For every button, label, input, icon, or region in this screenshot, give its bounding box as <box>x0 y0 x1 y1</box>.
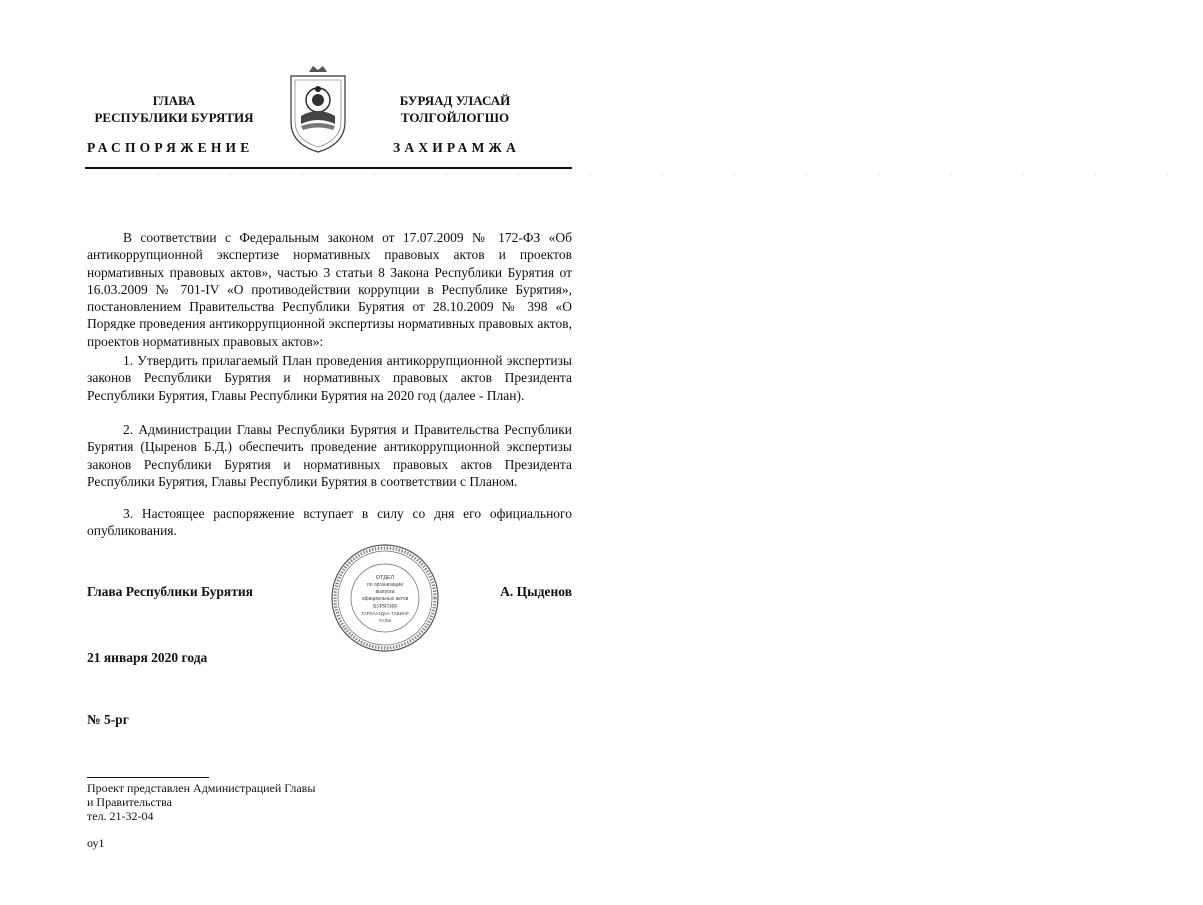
stamp-line-5: БУРЯТИЯ <box>373 604 397 610</box>
document-type-right: ЗАХИРАМЖА <box>393 140 521 155</box>
footnote-divider <box>87 777 209 778</box>
item-2-paragraph: 2. Администрации Главы Республики Бурятия и Правительства Республики Бурятия (Цыренов Б.Д.) обеспечить проведение антикоррупционной экспертизы законов Республики Бурятия и нормативных правовых актов Президента Республики Бурятия, Главы Республики Бурятия в соответствии с Планом. <box>87 422 572 489</box>
signing-date: 21 января 2020 года <box>87 650 208 665</box>
stamp-line-4: официальных актов <box>361 596 409 602</box>
footer-line-3: тел. 21-32-04 <box>87 809 154 823</box>
stamp-line-1: ОТДЕЛ <box>375 575 395 581</box>
header-left <box>82 92 266 126</box>
signatory-position: Глава Республики Бурятия <box>87 584 253 599</box>
stamp-line-3: выпуска <box>375 589 395 595</box>
footer-line-2: и Правительства <box>87 795 172 809</box>
document-type-left: РАСПОРЯЖЕНИЕ <box>87 140 254 155</box>
header-divider <box>85 167 572 169</box>
footer-code: оу1 <box>87 836 105 850</box>
header-right <box>375 92 535 126</box>
item-1-paragraph: 1. Утвердить прилагаемый План проведения антикоррупционной экспертизы законов Республики Бурятия и нормативных правовых актов Президента Республики Бурятия, Главы Республики Бурятия на 2020 год (далее - План). <box>87 353 572 403</box>
header-left-line1: ГЛАВА <box>152 93 196 108</box>
header-right-line1: БУРЯАД УЛАСАЙ <box>399 93 511 108</box>
header-left-line2: РЕСПУБЛИКИ БУРЯТИЯ <box>94 110 254 125</box>
header-dotted-line: · · · · · · · · · · · · · · · · <box>85 171 1203 179</box>
official-stamp <box>330 543 440 653</box>
footer-line-1: Проект представлен Администрацией Главы <box>87 781 316 795</box>
item-3-paragraph: 3. Настоящее распоряжение вступает в силу со дня его официального опубликования. <box>87 506 572 539</box>
stamp-line-2: по организации <box>366 582 404 588</box>
stamp-line-6: ТАРХААГДАА ТАБИАР <box>361 611 409 616</box>
document-number: № 5-рг <box>87 712 129 727</box>
preamble-paragraph: В соответствии с Федеральным законом от 17.07.2009 № 172-ФЗ «Об антикоррупционной экспертизе нормативных правовых актов и проектов нормативных правовых актов», частью 3 статьи 8 Закона Республики Бурятия от 16.03.2009 № 701-IV «О противодействии коррупции в Республике Бурятия», постановлением Правительства Республики Бурятия от 28.10.2009 № 398 «О Порядке проведения антикоррупционной экспертизы нормативных правовых актов, проектов нормативных правовых актов»: <box>87 230 572 349</box>
stamp-line-7: ТАЛЫ <box>378 618 392 623</box>
coat-of-arms-emblem <box>287 64 349 154</box>
header-right-line2: ТОЛГОЙЛОГШО <box>400 110 510 125</box>
signatory-name: А. Цыденов <box>500 584 572 599</box>
